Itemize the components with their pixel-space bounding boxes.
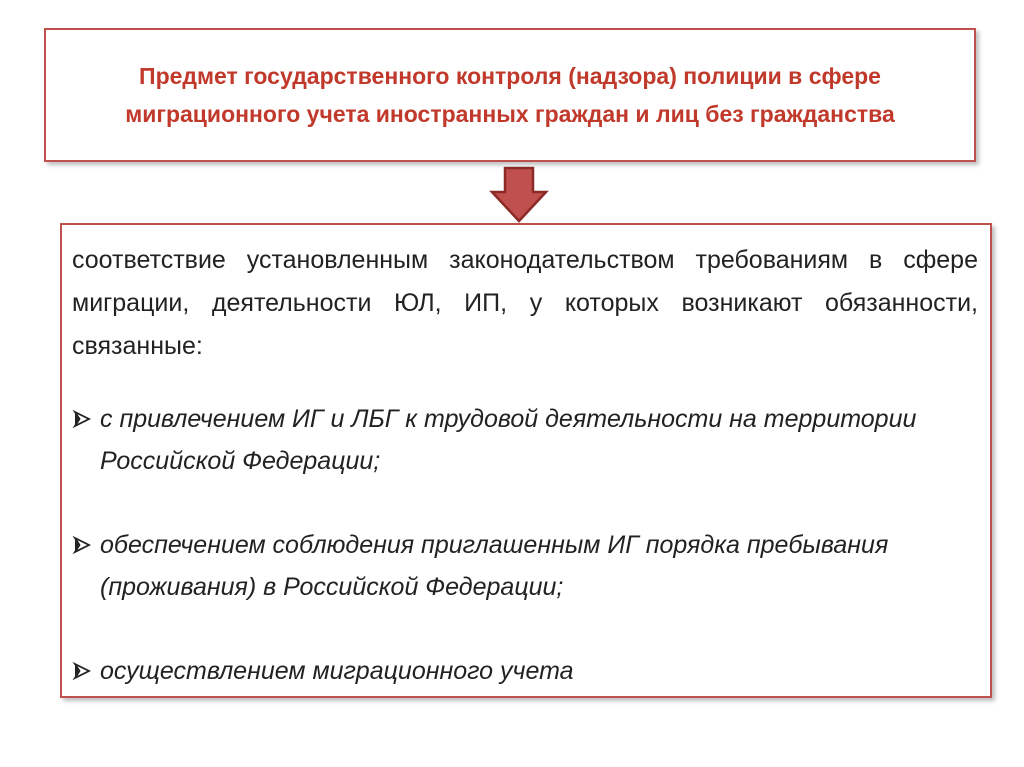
bullet-text: осуществлением миграционного учета bbox=[100, 657, 574, 685]
title-box bbox=[44, 28, 976, 162]
diagram-title: Предмет государственного контроля (надзора) полиции в сфере миграционного учета иностранных граждан и лиц без гражданства bbox=[125, 63, 895, 127]
list-item bbox=[72, 524, 978, 608]
bullet-text: с привлечением ИГ и ЛБГ к трудовой деятельности на территории Российской Федерации; bbox=[100, 405, 917, 475]
content-box bbox=[60, 223, 992, 698]
list-item bbox=[72, 650, 978, 692]
arrow-bullet-icon bbox=[72, 650, 96, 692]
bullet-list bbox=[72, 398, 978, 692]
arrow-bullet-icon bbox=[72, 398, 96, 440]
bullet-text: обеспечением соблюдения приглашенным ИГ порядка пребывания (проживания) в Российской Федерации; bbox=[100, 531, 889, 601]
arrow-bullet-icon bbox=[72, 524, 96, 566]
intro-text: соответствие установленным законодательством требованиям в сфере миграции, деятельности ЮЛ, ИП, у которых возникают обязанности, связанные: bbox=[72, 246, 978, 360]
down-arrow-icon bbox=[488, 166, 550, 224]
list-item bbox=[72, 398, 978, 482]
